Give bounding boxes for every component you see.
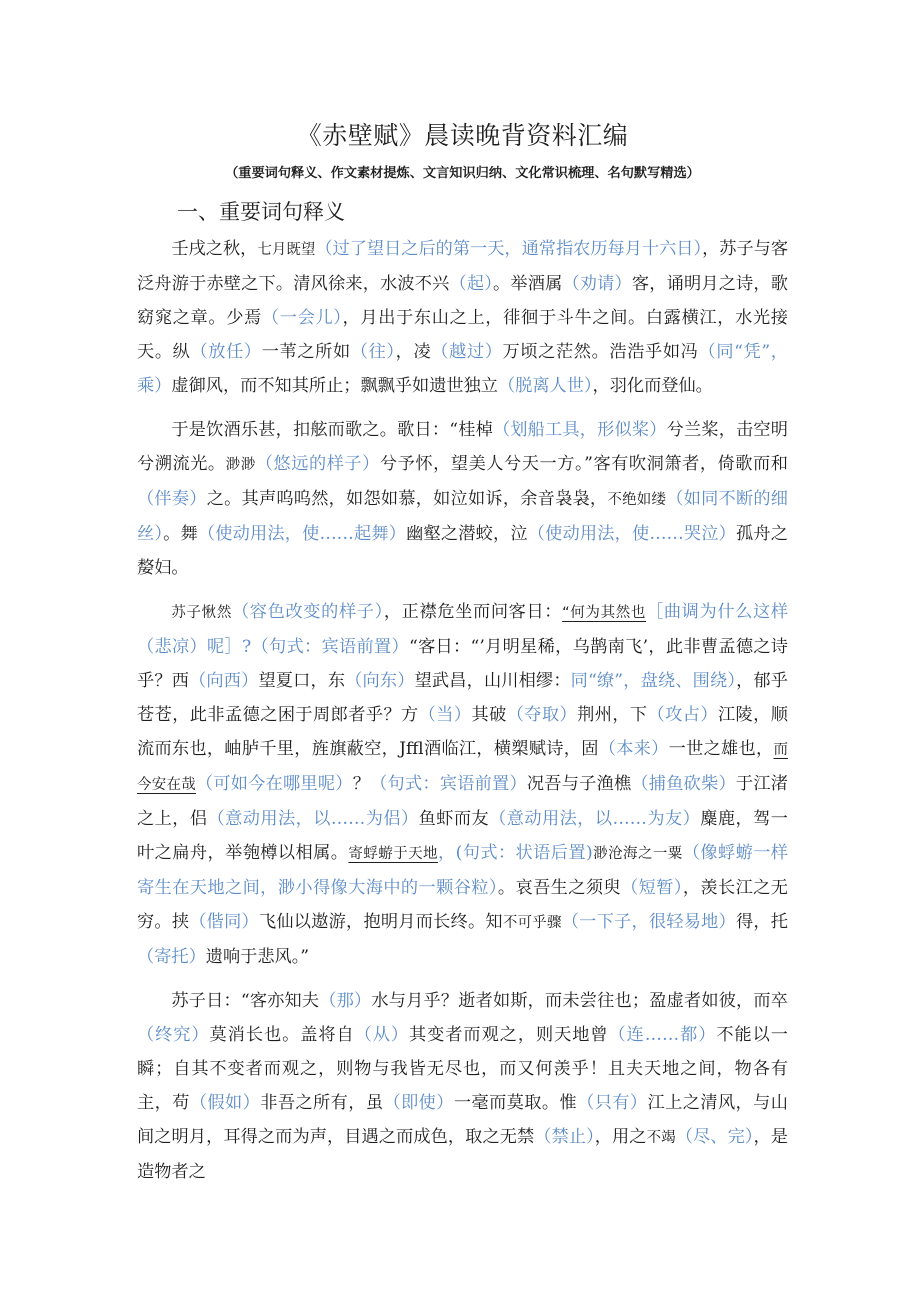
annotation: （终究）	[137, 1025, 210, 1045]
text-segment: 万顷之茫然。浩浩乎如冯	[502, 342, 699, 362]
text-segment: 虚御风，而不知其所止；飘飘乎如遗世独立	[171, 376, 498, 396]
text-segment: 于江渚之上，侣	[137, 774, 788, 829]
annotation: （句式：宾语前置）	[370, 774, 527, 794]
text-segment: 麋鹿，驾一叶之扁舟，举匏樽以相属。	[137, 809, 788, 863]
annotation: （劝请）	[562, 274, 632, 294]
annotation: （禁止）	[534, 1127, 595, 1147]
text-segment: 一苇之所如	[261, 342, 351, 362]
key-phrase: 寄蜉蝣于天地	[348, 846, 438, 862]
text-segment: 于是饮酒乐甚，扣舷而歌之。歌日：“桂棹	[171, 420, 493, 440]
document-subtitle: （重要词句释义、作文素材提炼、文言知识归纳、文化常识梳理、名句默写精选）	[225, 166, 700, 181]
annotation: （夺取）	[506, 705, 578, 725]
text-segment: 江上之清风，与山间之明月，耳得之而为声，目遇之而成色，取之无禁	[137, 1093, 788, 1147]
annotation: （偕同）	[189, 912, 259, 932]
annotation: （使动用法，使……起舞）	[197, 524, 407, 544]
annotation: （只有）	[577, 1093, 648, 1113]
annotation: （意动用法，以……为侣）	[207, 809, 419, 829]
text-segment: 苏子日：“客亦知夫	[171, 991, 320, 1011]
annotation: （越过）	[431, 342, 503, 362]
annotation: （如同不断的细丝）	[137, 489, 788, 544]
key-phrase: 渺渺	[225, 457, 256, 473]
annotation: （向西）	[189, 671, 259, 691]
key-phrase: 苏子愀然	[171, 605, 232, 621]
text-segment: 莫消长也。盖将自	[209, 1025, 355, 1045]
text-segment: 客，诵明月之诗，歌窈窕之章。少焉	[137, 274, 788, 328]
annotation: （意动用法，以……为友）	[489, 809, 701, 829]
text-segment: ，用之	[594, 1127, 647, 1147]
text-segment: 得，托	[735, 912, 788, 932]
text-segment: ，羽化而登仙。	[592, 376, 713, 396]
text-segment: 其破	[471, 705, 507, 725]
text-segment: 非吾之所有，虽	[260, 1093, 384, 1113]
text-segment: ，月出于东山之上，徘徊于斗牛之间。白露横江，水光接天。纵	[137, 308, 788, 362]
text-segment: 荆州，下	[577, 705, 648, 725]
text-segment: 江陵，顺流而东也，岫胪千里，旌旗蔽空，Jffl酒临江，横槊赋诗，固	[137, 705, 788, 759]
text-segment: “客日：“’月明星稀，乌鹊南飞’，此非曹孟德之诗乎？西	[137, 637, 788, 691]
key-phrase: 不竭	[646, 1130, 676, 1146]
section-title: 一、重要词句释义	[177, 200, 345, 224]
annotation: （尽、完）	[675, 1127, 754, 1147]
text-segment: 。舞	[163, 524, 198, 544]
text-segment: 幽壑之潜蛟，泣	[406, 524, 528, 544]
text-segment: 鱼虾而友	[418, 809, 490, 829]
text-segment: ，郁乎苍苍，此非孟德之困于周郎者乎？方	[137, 671, 788, 725]
text-segment: 一毫而莫取。惟	[453, 1093, 578, 1113]
annotation: （一会儿）	[261, 308, 343, 328]
annotation: （过了望日之后的第一天，通常指农历每月十六日）	[315, 239, 703, 259]
annotation: （寄托）	[137, 947, 206, 967]
paragraph-2	[137, 413, 788, 585]
key-phrase: 而今安在哉	[137, 742, 788, 793]
text-segment: ，羡长江之无穷。挟	[137, 878, 788, 932]
annotation: （往）	[350, 342, 396, 362]
annotation: （容色改变的样子）	[231, 602, 384, 622]
text-segment: 不能以一瞬；自其不变者而观之，则物与我皆无尽也，而又何羡乎！且夫天地之间，物各有主，苟	[137, 1025, 788, 1113]
text-segment: 孤舟之嫠妇。	[137, 524, 788, 578]
text-segment: ？	[352, 774, 371, 794]
text-segment: 飞仙以遨游，抱明月而长终。知	[258, 912, 503, 932]
text-segment: 望夏口，东	[258, 671, 346, 691]
document-title: 《赤壁赋》晨读晚背资料汇编	[296, 121, 629, 150]
annotation: （本来）	[598, 739, 669, 759]
annotation: （脱离人世）	[497, 376, 593, 396]
text-segment: 遗响于悲风。”	[205, 947, 310, 967]
text-segment: 壬戌之秋，	[171, 239, 258, 259]
text-segment: 兮兰桨，击空明兮溯流光。	[137, 420, 788, 474]
text-segment: 兮予怀，望美人兮天一方。”客有吹洞箫者，倚歌而和	[379, 454, 788, 474]
annotation: （连……都）	[608, 1025, 717, 1045]
annotation: （当）	[418, 705, 472, 725]
text-segment: 其变者而观之，则天地曾	[409, 1025, 609, 1045]
text-segment: ，凌	[395, 342, 432, 362]
text-segment: ，苏子与客泛舟游于赤壁之下。清风徐来，水波不兴	[137, 239, 789, 294]
annotation: （悠远的样子）	[255, 454, 380, 474]
key-phrase: 渺沧海之一粟	[592, 846, 683, 862]
annotation: （假如）	[189, 1093, 261, 1113]
text-segment: 水与月乎？逝者如斯，而未尝往也；盈虚者如彼，而卒	[371, 991, 788, 1011]
annotation: （划船工具，形似桨）	[492, 420, 667, 440]
text-segment: 况吾与子渔樵	[526, 774, 632, 794]
annotation: （使动用法，使……哭泣）	[527, 524, 737, 544]
text-segment: 。举酒属	[492, 274, 563, 294]
key-phrase: “何为其然也	[562, 605, 647, 621]
annotation: （那）	[319, 991, 372, 1011]
annotation: （同“凭”，乘）	[137, 342, 788, 396]
annotation: （放任）	[190, 342, 262, 362]
paragraph-3	[137, 595, 788, 974]
key-phrase: 不可乎骤	[502, 915, 562, 931]
annotation: 同“缭”，盘绕、围绕）	[570, 671, 737, 691]
annotation: ［曲调为什么这样（悲凉）呢］?（句式：宾语前置）	[137, 602, 789, 657]
text-segment: 一世之雄也，	[668, 739, 774, 759]
annotation: （攻占）	[647, 705, 718, 725]
key-phrase: 七月既望	[257, 242, 316, 258]
key-phrase: 不绝如缕	[607, 492, 667, 508]
annotation: （即使）	[383, 1093, 454, 1113]
annotation: ，(句式：状语后置)	[437, 843, 593, 863]
annotation: （短暂）	[621, 878, 683, 898]
annotation: （从）	[354, 1025, 410, 1045]
annotation: （向东）	[345, 671, 415, 691]
paragraph-4	[137, 984, 788, 1189]
text-segment: ，正襟危坐而问客日：	[383, 602, 563, 622]
annotation: （捕鱼砍柴）	[631, 774, 736, 794]
text-segment: ，是造物者之	[137, 1127, 788, 1182]
annotation: （可如今在哪里呢）	[195, 774, 353, 794]
annotation: （伴奏）	[137, 489, 207, 509]
paragraph-1	[137, 232, 788, 403]
text-segment: 之。其声呜呜然，如怨如慕，如泣如诉，余音袅袅，	[206, 489, 608, 509]
text-segment: 望武昌，山川相缪：	[414, 671, 571, 691]
text-segment: 。哀吾生之须臾	[497, 878, 622, 898]
annotation: （一下子，很轻易地）	[561, 912, 736, 932]
annotation: （起）	[449, 274, 493, 294]
annotation: （像蜉蝣一样寄生在天地之间，渺小得像大海中的一颗谷粒）	[137, 843, 788, 898]
